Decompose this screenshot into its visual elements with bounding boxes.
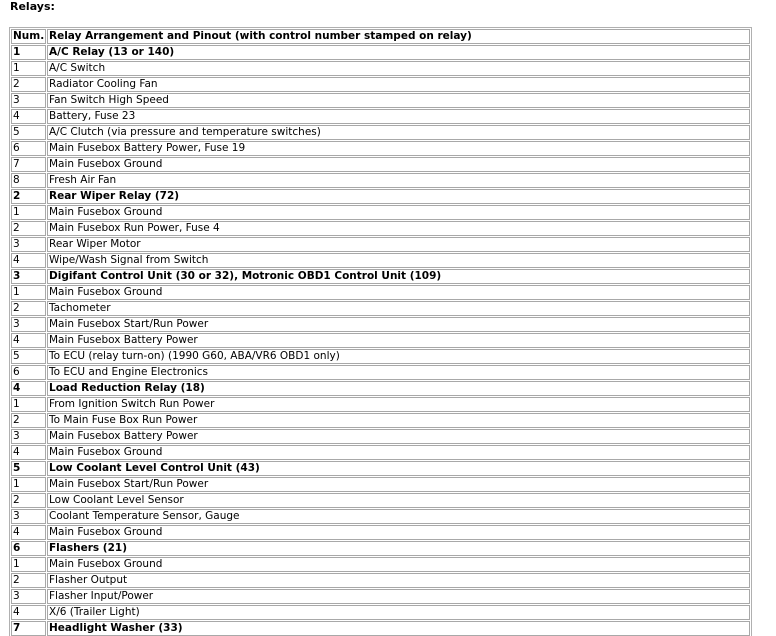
pin-description: Flasher Input/Power [47,589,750,604]
pin-row [11,477,750,492]
relay-group-row [11,621,750,636]
pin-description: Tachometer [47,301,750,316]
pin-number: 5 [11,125,46,140]
pin-description: X/6 (Trailer Light) [47,605,750,620]
relay-number: 7 [11,621,46,636]
pin-row [11,205,750,220]
pin-row [11,317,750,332]
pin-row [11,365,750,380]
column-header-description: Relay Arrangement and Pinout (with control number stamped on relay) [47,29,750,44]
relay-group-row [11,269,750,284]
pin-number: 6 [11,141,46,156]
pin-row [11,237,750,252]
pin-row [11,93,750,108]
pin-description: Main Fusebox Ground [47,557,750,572]
pin-description: A/C Clutch (via pressure and temperature switches) [47,125,750,140]
pin-number: 7 [11,157,46,172]
pin-description: Rear Wiper Motor [47,237,750,252]
pin-row [11,301,750,316]
relay-group-row [11,189,750,204]
relay-name: A/C Relay (13 or 140) [47,45,750,60]
pin-description: Main Fusebox Ground [47,157,750,172]
relay-number: 1 [11,45,46,60]
pin-description: From Ignition Switch Run Power [47,397,750,412]
pin-number: 2 [11,493,46,508]
pin-description: Main Fusebox Ground [47,445,750,460]
pin-number: 1 [11,61,46,76]
relay-number: 6 [11,541,46,556]
pin-number: 4 [11,333,46,348]
column-header-num: Num. [13,30,45,42]
pin-row [11,141,750,156]
pin-number: 3 [11,509,46,524]
pin-row [11,493,750,508]
pin-description: To ECU (relay turn-on) (1990 G60, ABA/VR6 OBD1 only) [47,349,750,364]
pin-row [11,525,750,540]
pin-number: 6 [11,365,46,380]
pin-number: 8 [11,173,46,188]
pin-description: To ECU and Engine Electronics [47,365,750,380]
pin-row [11,509,750,524]
pin-description: Battery, Fuse 23 [47,109,750,124]
pin-description: Main Fusebox Ground [47,525,750,540]
relay-group-row [11,541,750,556]
pin-row [11,253,750,268]
pin-number: 2 [11,301,46,316]
pin-description: Main Fusebox Run Power, Fuse 4 [47,221,750,236]
pin-row [11,61,750,76]
relay-number: 3 [11,269,46,284]
pin-row [11,429,750,444]
pin-description: Main Fusebox Start/Run Power [47,317,750,332]
relay-group-row [11,45,750,60]
pin-row [11,397,750,412]
relay-table [9,27,752,636]
pin-description: Low Coolant Level Sensor [47,493,750,508]
pin-number: 1 [11,477,46,492]
relay-group-row [11,381,750,396]
relay-name: Load Reduction Relay (18) [47,381,750,396]
pin-number: 1 [11,397,46,412]
pin-number: 2 [11,77,46,92]
pin-row [11,349,750,364]
pin-description: Coolant Temperature Sensor, Gauge [47,509,750,524]
pin-description: To Main Fuse Box Run Power [47,413,750,428]
relay-name: Digifant Control Unit (30 or 32), Motronic OBD1 Control Unit (109) [47,269,750,284]
pin-number: 5 [11,349,46,364]
pin-description: Main Fusebox Battery Power, Fuse 19 [47,141,750,156]
pin-description: Main Fusebox Ground [47,285,750,300]
pin-number: 3 [11,93,46,108]
pin-description: Fresh Air Fan [47,173,750,188]
relay-number: 2 [11,189,46,204]
pin-description: Main Fusebox Ground [47,205,750,220]
pin-row [11,573,750,588]
pin-row [11,445,750,460]
pin-number: 4 [11,605,46,620]
pin-number: 4 [11,253,46,268]
pin-row [11,125,750,140]
relay-name: Rear Wiper Relay (72) [47,189,750,204]
pin-number: 1 [11,205,46,220]
relay-name: Flashers (21) [47,541,750,556]
pin-row [11,77,750,92]
pin-number: 1 [11,557,46,572]
pin-row [11,285,750,300]
pin-number: 3 [11,589,46,604]
pin-number: 1 [11,285,46,300]
pin-number: 2 [11,221,46,236]
relay-name: Headlight Washer (33) [47,621,750,636]
pin-row [11,605,750,620]
pin-row [11,221,750,236]
pin-number: 2 [11,413,46,428]
pin-description: Main Fusebox Start/Run Power [47,477,750,492]
pin-description: A/C Switch [47,61,750,76]
pin-row [11,413,750,428]
pin-row [11,157,750,172]
table-header-row [11,29,750,44]
pin-number: 4 [11,445,46,460]
pin-row [11,333,750,348]
pin-description: Fan Switch High Speed [47,93,750,108]
pin-row [11,109,750,124]
pin-number: 4 [11,525,46,540]
relay-name: Low Coolant Level Control Unit (43) [47,461,750,476]
relay-number: 4 [11,381,46,396]
relay-number: 5 [11,461,46,476]
pin-description: Flasher Output [47,573,750,588]
pin-number: 3 [11,317,46,332]
pin-number: 4 [11,109,46,124]
pin-row [11,589,750,604]
pin-description: Wipe/Wash Signal from Switch [47,253,750,268]
section-heading: Relays: [10,0,55,13]
pin-number: 3 [11,429,46,444]
pin-number: 3 [11,237,46,252]
pin-row [11,557,750,572]
pin-row [11,173,750,188]
pin-description: Radiator Cooling Fan [47,77,750,92]
relay-group-row [11,461,750,476]
pin-description: Main Fusebox Battery Power [47,333,750,348]
pin-description: Main Fusebox Battery Power [47,429,750,444]
pin-number: 2 [11,573,46,588]
